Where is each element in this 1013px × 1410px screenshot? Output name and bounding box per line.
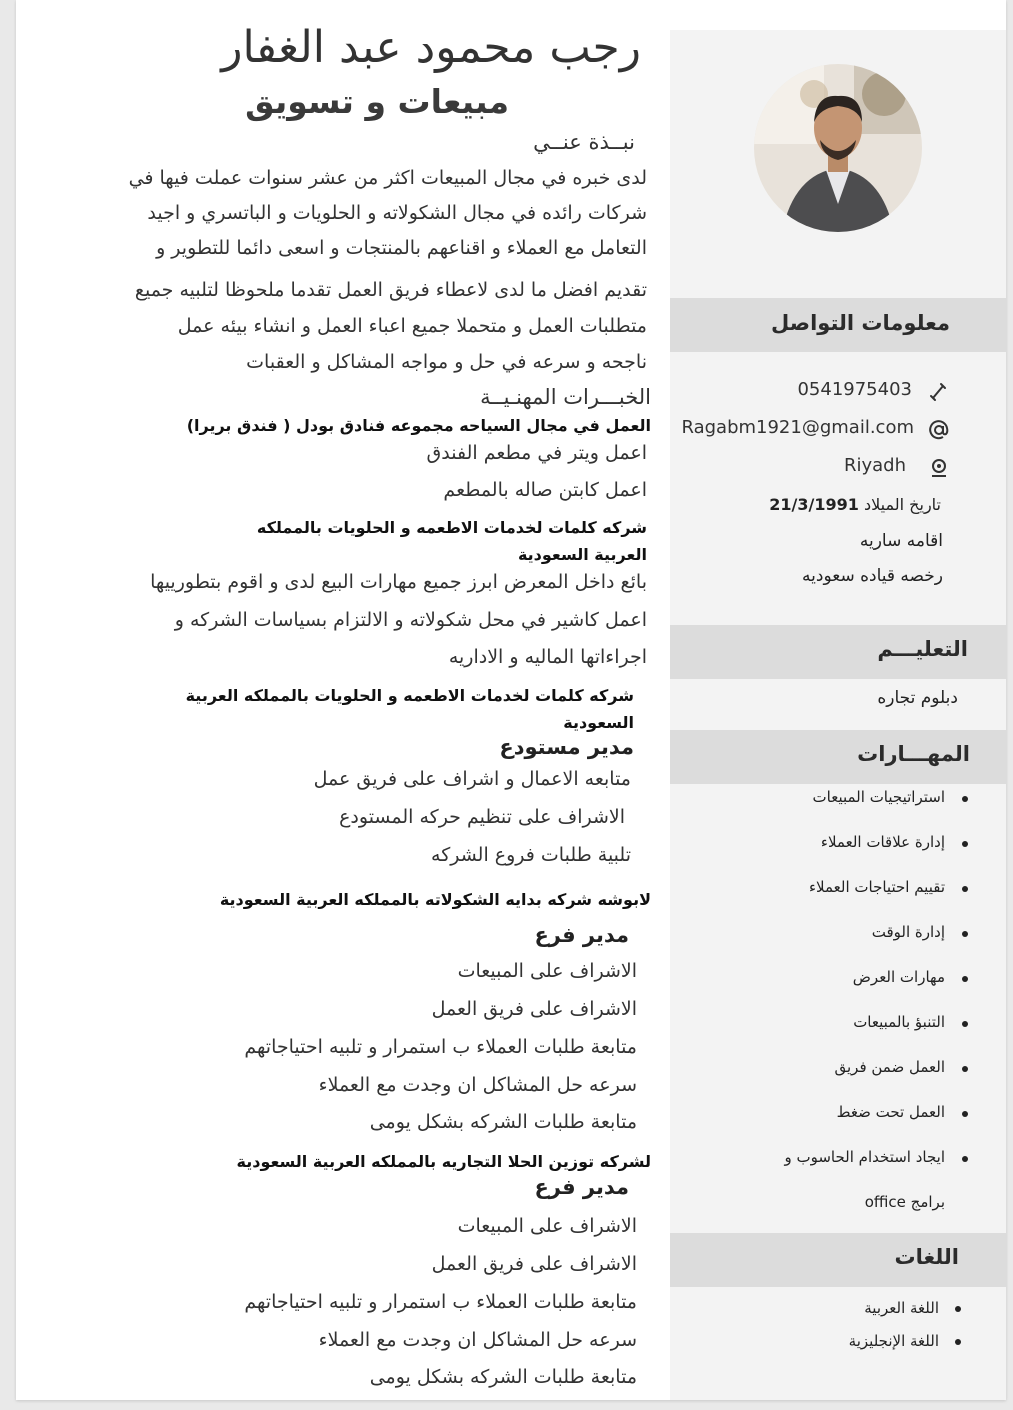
job4-line-5: متابعة طلبات الشركه بشكل يومى [369, 1111, 637, 1133]
about-line-5: متطلبات العمل و متحملا جميع اعباء العمل و انشاء بيئه عمل [177, 315, 647, 337]
bullet [962, 1066, 968, 1072]
job3-heading-line1: شركه كلمات لخدمات الاطعمه و الحلويات بالمملكه العربية [185, 686, 634, 705]
skill-item: تقييم احتياجات العملاء [808, 878, 945, 896]
job2-heading-line1: شركه كلمات لخدمات الاطعمه و الحلويات بالمملكه [256, 518, 647, 537]
skill-item: مهارات العرض [852, 968, 945, 986]
skill-item: العمل تحت ضغط [836, 1103, 945, 1121]
bullet [962, 1156, 968, 1162]
phone-number: 0541975403 [797, 379, 912, 400]
phone-icon [928, 381, 950, 403]
job3-line-2: الاشراف على تنظيم حركه المستودع [339, 806, 625, 828]
job3-heading-line2: السعودية [563, 713, 634, 732]
language-item: اللغة الإنجليزية [848, 1332, 939, 1350]
skill-item-office: برامج office [864, 1193, 945, 1211]
job3-line-3: تلبية طلبات فروع الشركه [431, 844, 631, 866]
skill-item: ايجاد استخدام الحاسوب و [784, 1148, 945, 1166]
job1-line-1: اعمل ويتر في مطعم الفندق [426, 442, 647, 464]
birth-date: 21/3/1991 [769, 495, 859, 514]
bullet [962, 796, 968, 802]
about-title: نبــذة عنــي [533, 130, 635, 154]
contact-title: معلومات التواصل [771, 311, 950, 335]
job4-line-1: الاشراف على المبيعات [457, 960, 637, 982]
birth-label: تاريخ الميلاد [864, 495, 941, 514]
skill-item: التنبؤ بالمبيعات [853, 1013, 945, 1031]
job3-line-1: متابعه الاعمال و اشراف على فريق عمل [313, 768, 631, 790]
about-line-1: لدى خبره في مجال المبيعات اكثر من عشر سنوات عملت فيها في [128, 167, 647, 189]
email-address: Ragabm1921@gmail.com [681, 417, 914, 438]
full-name: رجب محمود عبد الغفار [221, 22, 641, 73]
contact-phone [670, 378, 950, 408]
job5-role: مدير فرع [534, 1175, 629, 1199]
job-title: مبيعات و تسويق [245, 82, 509, 121]
education-degree: دبلوم تجاره [877, 688, 958, 708]
job2-line-1: بائع داخل المعرض ابرز جميع مهارات البيع لدى و اقوم بتطورييها [150, 571, 647, 593]
skill-item: استراتيجيات المبيعات [812, 788, 945, 806]
languages-title: اللغات [894, 1245, 959, 1269]
residence: اقامه ساريه [859, 531, 943, 551]
job5-heading: لشركه توزين الحلا التجاريه بالمملكه العربية السعودية [236, 1152, 651, 1171]
job2-line-3: اجراءاتها الماليه و الاداريه [448, 646, 647, 668]
experience-title: الخبـــرات المهنـيــة [480, 385, 651, 409]
job4-line-2: الاشراف على فريق العمل [431, 998, 637, 1020]
job2-heading-line2: العربية السعودية [517, 545, 647, 564]
contact-city [670, 454, 950, 484]
city: Riyadh [843, 455, 906, 476]
about-line-3: التعامل مع العملاء و اقناعهم بالمنتجات و اسعى دائما للتطوير و [156, 237, 647, 259]
license: رخصه قياده سعوديه [802, 566, 943, 586]
job4-line-3: متابعة طلبات العملاء ب استمرار و تلبيه احتياجاتهم [244, 1036, 637, 1058]
bullet [955, 1339, 961, 1345]
sidebar [670, 30, 1006, 1400]
job5-line-2: الاشراف على فريق العمل [431, 1253, 637, 1275]
skill-item: إدارة الوقت [871, 923, 945, 941]
job5-line-4: سرعه حل المشاكل ان وجدت مع العملاء [318, 1329, 637, 1351]
about-line-4: تقديم افضل ما لدى لاعطاء فريق العمل تقدما ملحوظا لتلبيه جميع [134, 279, 647, 301]
job5-line-3: متابعة طلبات العملاء ب استمرار و تلبيه احتياجاتهم [244, 1291, 637, 1313]
job5-line-1: الاشراف على المبيعات [457, 1215, 637, 1237]
bullet [962, 886, 968, 892]
bullet [962, 841, 968, 847]
bullet [962, 1111, 968, 1117]
bullet [962, 1021, 968, 1027]
job2-line-2: اعمل كاشير في محل شكولاته و الالتزام بسياسات الشركه و [174, 609, 647, 631]
job1-heading: العمل في مجال السياحه مجموعه فنادق بودل ( فندق بريرا) [186, 416, 651, 435]
job4-heading: لابوشه شركه بدايه الشكولاته بالمملكه العربية السعودية [219, 890, 651, 909]
bullet [962, 976, 968, 982]
job4-role: مدير فرع [534, 923, 629, 947]
about-line-2: شركات رائده في مجال الشكولاته و الحلويات و الباتسري و اجيد [147, 202, 647, 224]
location-icon [928, 457, 950, 479]
birth-date-row [769, 495, 941, 514]
job5-line-5: متابعة طلبات الشركه بشكل يومى [369, 1366, 637, 1388]
skill-item: إدارة علاقات العملاء [820, 833, 945, 851]
about-line-6: ناجحه و سرعه في حل و مواجه المشاكل و العقبات [246, 351, 647, 373]
bullet [955, 1306, 961, 1312]
contact-email [670, 416, 950, 446]
job1-line-2: اعمل كابتن صاله بالمطعم [443, 479, 647, 501]
education-title: التعليـــم [877, 637, 968, 661]
bullet [962, 931, 968, 937]
job3-role: مدير مستودع [499, 735, 634, 759]
skills-title: المهـــارات [857, 742, 970, 766]
skill-item: العمل ضمن فريق [834, 1058, 945, 1076]
language-item: اللغة العربية [864, 1299, 939, 1317]
job4-line-4: سرعه حل المشاكل ان وجدت مع العملاء [318, 1074, 637, 1096]
at-icon [928, 419, 950, 441]
profile-photo [754, 64, 922, 232]
